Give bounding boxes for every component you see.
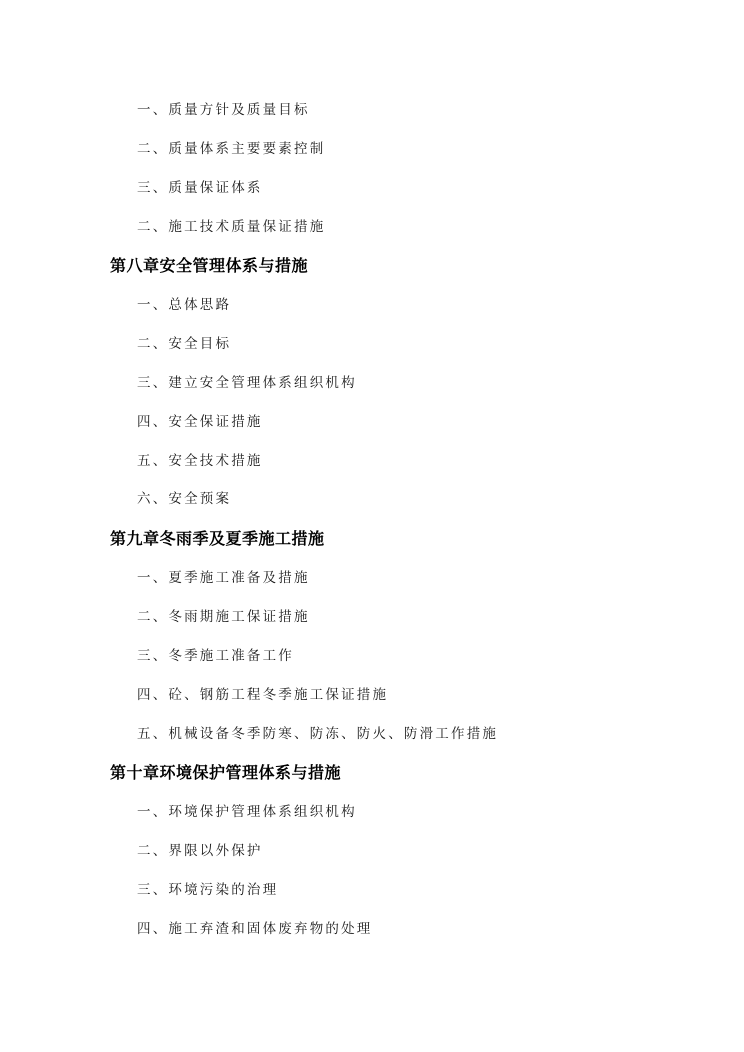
toc-item: 一、质量方针及质量目标: [137, 102, 310, 118]
toc-item: 二、质量体系主要要素控制: [137, 141, 326, 157]
chapter-heading: 第八章安全管理体系与措施: [110, 256, 309, 275]
toc-item: 一、环境保护管理体系组织机构: [137, 804, 357, 820]
toc-item: 四、安全保证措施: [137, 414, 263, 430]
chapter-heading: 第十章环境保护管理体系与措施: [110, 763, 342, 782]
toc-item: 六、安全预案: [137, 491, 232, 507]
toc-item: 二、安全目标: [137, 336, 232, 352]
toc-item: 五、安全技术措施: [137, 453, 263, 469]
chapter-heading: 第九章冬雨季及夏季施工措施: [110, 529, 325, 548]
toc-item: 二、冬雨期施工保证措施: [137, 609, 310, 625]
toc-item: 二、界限以外保护: [137, 843, 263, 859]
toc-item: 二、施工技术质量保证措施: [137, 219, 326, 235]
toc-item: 四、施工弃渣和固体废弃物的处理: [137, 921, 373, 937]
toc-item: 一、夏季施工准备及措施: [137, 570, 310, 586]
toc-item: 三、建立安全管理体系组织机构: [137, 375, 357, 391]
toc-item: 一、总体思路: [137, 297, 232, 313]
toc-item: 三、冬季施工准备工作: [137, 648, 294, 664]
toc-item: 五、机械设备冬季防寒、防冻、防火、防滑工作措施: [137, 726, 499, 742]
toc-item: 三、质量保证体系: [137, 180, 263, 196]
toc-item: 四、砼、钢筋工程冬季施工保证措施: [137, 687, 389, 703]
toc-item: 三、环境污染的治理: [137, 882, 279, 898]
